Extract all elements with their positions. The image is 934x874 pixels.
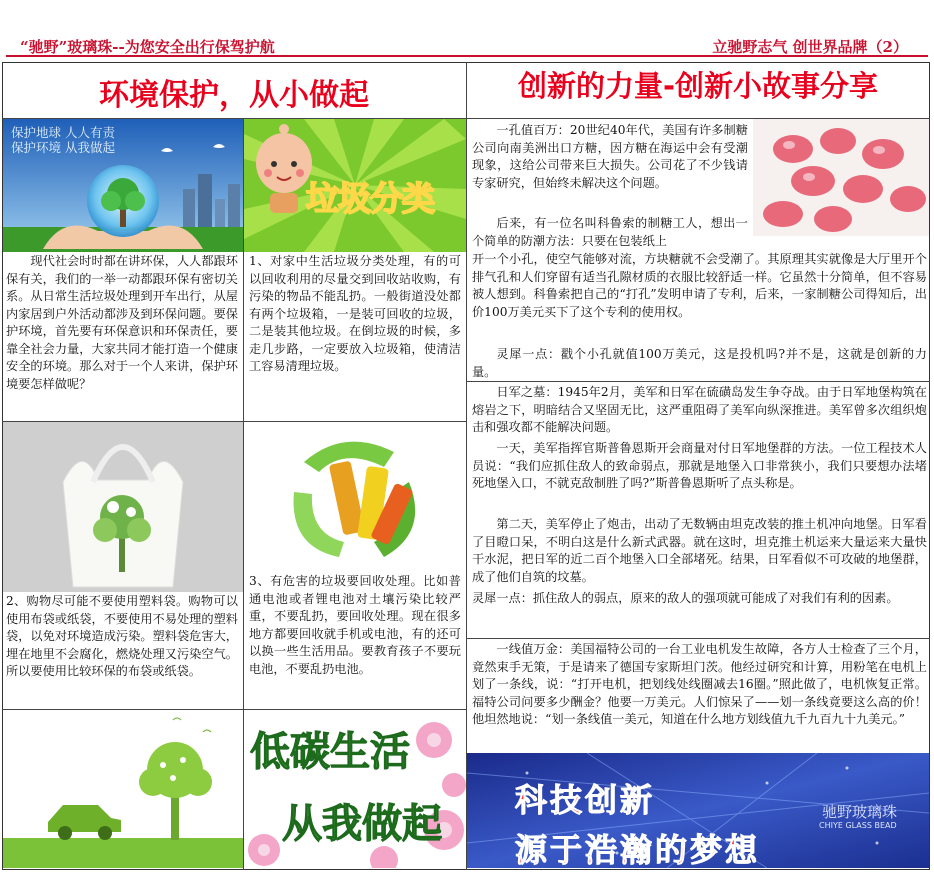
tech-innovation-banner	[467, 753, 929, 868]
story-2-para-3: 第二天，美军停止了炮击，出动了无数辆由坦克改装的推土机冲向地堡。日军看了目瞪口呆，不明白这是什么新式武器。就在这时，坦克推土机运来大量运来大量快干水泥，把日军的近二百个地堡入口全部堵死。结果，日军看似不可攻破的地堡群，成了他们自筑的坟墓。	[472, 517, 927, 584]
green-car-tree-image	[3, 710, 243, 868]
story-3-para-1: 一线值万金：美国福特公司的一台工业电机发生故障，各方人士检查了三个月，竟然束手无策，于是请来了德国专家斯坦门茨。他经过研究和计算，用粉笔在电机上划了一条线，说：“打开电机，把划线处线圈减去16圈。”照此做了，电机恢复正常。福特公司问要多少酬金？他要一万美元。人们惊呆了——划一条线竟要这么高的价！他坦然地说：“划一条线值一美元，知道在什么地方划线值九千九百九十九美元。”	[472, 642, 927, 726]
story-1-para-2b: 开一个小孔，使空气能够对流，方块糖就不会受潮了。其原理其实就像是大厅里开个排气孔和人们穿留有适当孔隙材质的衣服比较舒适一样。它虽然十分简单，但不容易被人想到。科鲁索把自己的“打孔”发明申请了专利，后来，一家制糖公司得知后，出价100万美元买下了这个专利的使用权。	[472, 252, 927, 319]
tip-1-text: 1、对家中生活垃圾分类处理，有的可以回收利用的尽量交到回收站收购，有污染的物品不能乱扔。一般街道没处都有两个垃圾箱，一是装可回收的垃圾，二是装其他垃圾。在倒垃圾的时候，多走几步路，一定要放入垃圾箱，使清洁工容易清理垃圾。	[249, 254, 461, 373]
candy-image	[753, 119, 929, 236]
story-2-para-4: 灵犀一点：抓住敌人的弱点，原来的敌人的强项就可能成了对我们有利的因素。	[472, 591, 899, 605]
poster-slogan-1: 保护地球 人人有责	[11, 125, 115, 140]
tip-3-text: 3、有危害的垃圾要回收处理。比如普通电池或者锂电池对土壤污染比较严重，不要乱扔，要回收处理。现在很多地方都要回收就手机或电池，有的还可以换一些生活用品。要教育孩子不要玩电池，不要乱扔电池。	[249, 574, 461, 676]
banner-line-2: 源于浩瀚的梦想	[515, 831, 761, 868]
battery-recycle-image	[244, 422, 466, 572]
story-1-para-2a: 后来，有一位名叫科鲁索的制糖工人，想出一个简单的防潮方法：只要在包装纸上	[472, 216, 748, 248]
right-row-divider-2	[466, 638, 930, 639]
header-slogan-right: 立驰野志气 创世界品牌（2）	[712, 38, 908, 56]
header-slogan-left: “驰野”玻璃珠--为您安全出行保驾护航	[20, 38, 275, 56]
garbage-sorting-image	[244, 119, 466, 252]
low-carbon-line-2: 从我做起	[282, 801, 442, 847]
column-divider	[466, 62, 467, 870]
story-1-para-3: 灵犀一点：戳个小孔就值100万美元，这是投机吗?并不是，这就是创新的力量。	[472, 347, 927, 379]
banner-logo: 驰野玻璃珠	[822, 803, 898, 821]
page-header	[6, 32, 928, 56]
banner-logo-sub: CHIYE GLASS BEAD	[819, 821, 897, 830]
environment-intro-text: 现代社会时时都在讲环保，人人都跟环保有关，我们的一举一动都跟环保有密切关系。从日常生活垃圾处理到开车出行，从屋内家居到户外活动都涉及到环保问题。要保护环境，首先要有环保意识和环保责任，要靠全社会力量，大家共同才能打造一个健康安全的环境。那么对于一个人来讲，保护环境要怎样做呢？	[6, 254, 238, 391]
story-2-para-1: 日军之墓：1945年2月，美军和日军在硫磺岛发生争夺战。由于日军地堡构筑在熔岩之下，明暗结合又坚固无比，这严重阻碍了美军向纵深推进。美军曾多次组织炮击和强攻都不能解决问题。	[472, 385, 927, 434]
right-row-divider-1	[466, 381, 930, 382]
poster-slogan-2: 保护环境 从我做起	[11, 140, 115, 155]
header-divider	[6, 55, 928, 57]
tip-2-text: 2、购物尽可能不要使用塑料袋。购物可以使用布袋或纸袋，不要使用不易处理的塑料袋，以免对环境造成污染。塑料袋危害大，埋在地里不会腐化，燃烧处理又污染空气。所以要使用比较环保的布袋或纸袋。	[6, 594, 238, 678]
cloth-bag-image	[3, 422, 243, 592]
story-2-para-2: 一天，美军指挥官斯普鲁恩斯开会商量对付日军地堡群的方法。一位工程技术人员说：“我们应抓住敌人的致命弱点，那就是地堡入口非常狭小，我们只要想办法堵死地堡入口，不就克敌制胜了吗?”斯普鲁恩斯听了点头称是。	[472, 441, 927, 490]
earth-protection-poster	[3, 119, 243, 252]
low-carbon-image	[244, 710, 466, 868]
left-section-title: 环境保护，从小做起	[99, 78, 369, 113]
story-1-para-1: 一孔值百万：20世纪40年代，美国有许多制糖公司向南美洲出口方糖，因方糖在海运中会有受潮现象，这给公司带来巨大损失。公司花了不少钱请专家研究，但始终未解决这个问题。	[472, 123, 748, 190]
right-section-title: 创新的力量-创新小故事分享	[517, 69, 879, 103]
garbage-sorting-label: 垃圾分类	[306, 179, 434, 218]
low-carbon-line-1: 低碳生活	[250, 729, 410, 775]
banner-line-1: 科技创新	[515, 781, 656, 819]
